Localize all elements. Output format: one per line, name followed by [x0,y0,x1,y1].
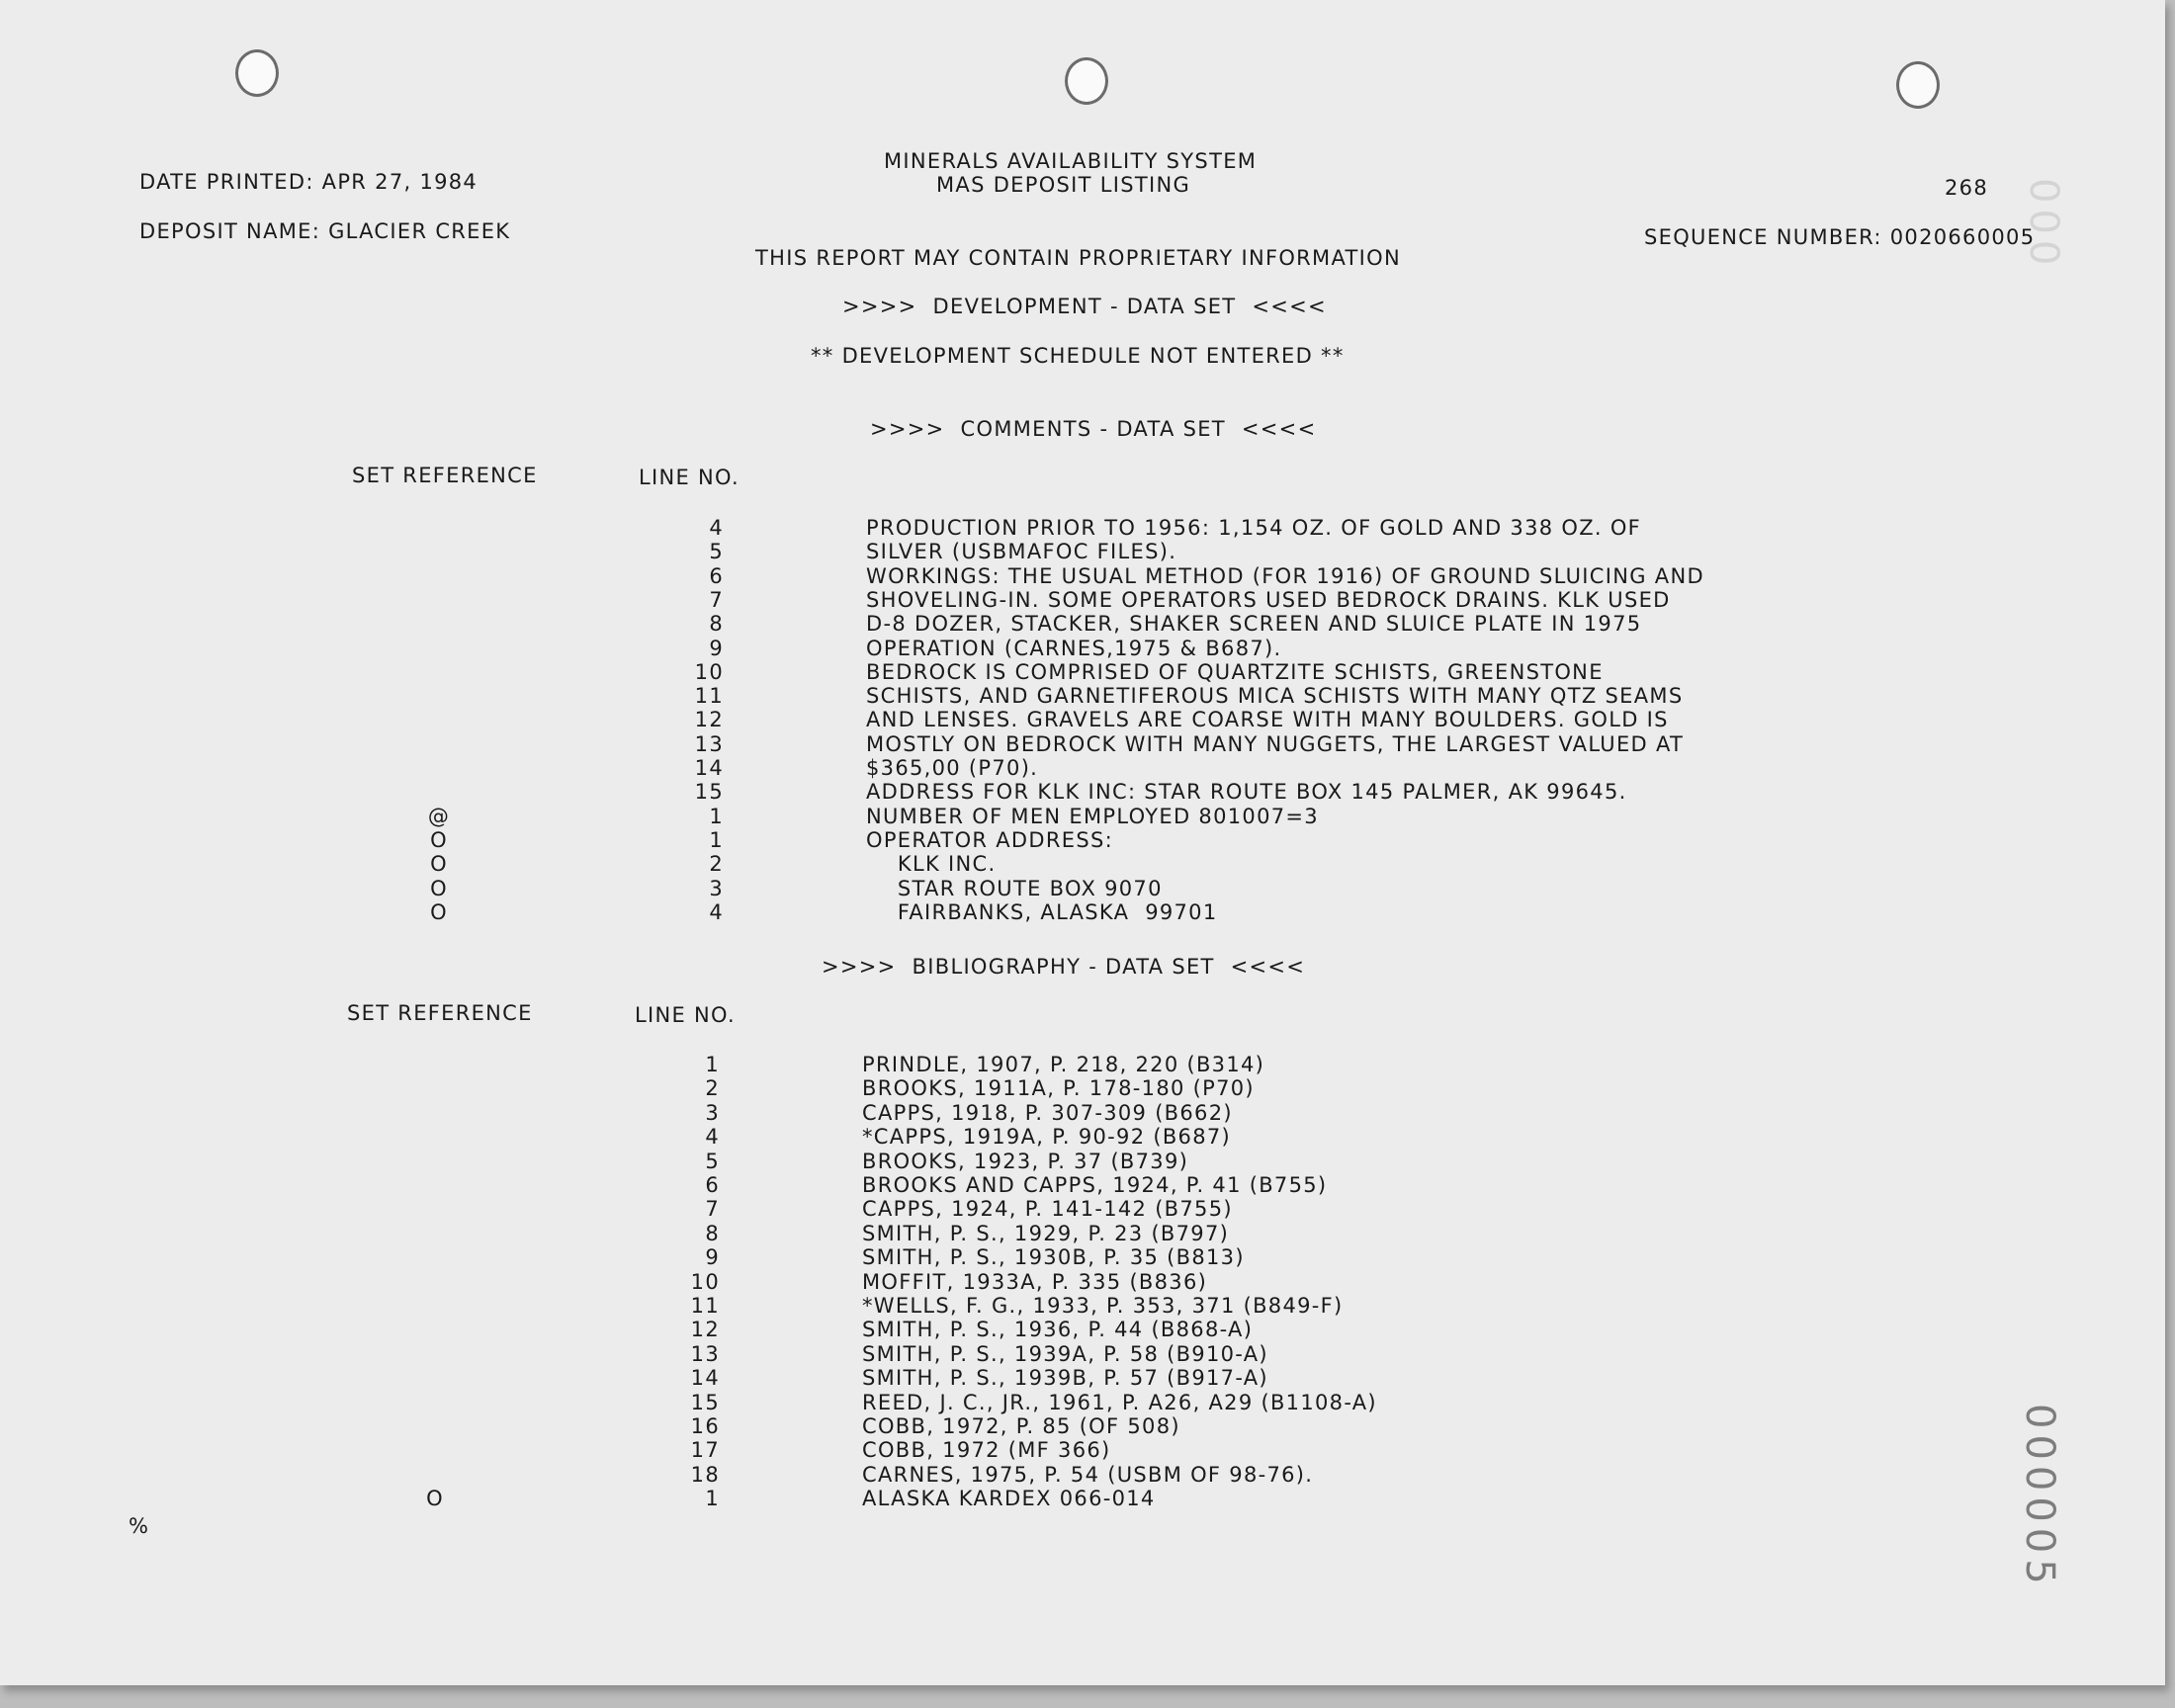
comment-set-reference: @ [427,804,451,828]
faint-bleed-through-stamp: 000 [2021,178,2066,272]
comment-text: SILVER (USBMAFOC FILES). [866,540,1177,564]
comment-line-no: 4 [709,516,724,540]
comment-text: D-8 DOZER, STACKER, SHAKER SCREEN AND SLUICE PLATE IN 1975 [866,612,1642,637]
bibliography-text: *CAPPS, 1919A, P. 90-92 (B687) [862,1125,1232,1150]
bibliography-line-no: 10 [690,1269,720,1294]
frame-stamp-text: 000005 [2017,1404,2062,1590]
bibliography-line-no: 9 [705,1245,720,1270]
bibliography-line-no: 14 [690,1366,720,1391]
bibliography-text: BROOKS, 1911A, P. 178-180 (P70) [862,1076,1255,1101]
bibliography-text: MOFFIT, 1933A, P. 335 (B836) [862,1269,1208,1294]
bibliography-text: PRINDLE, 1907, P. 218, 220 (B314) [862,1053,1265,1076]
bibliography-text: SMITH, P. S., 1929, P. 23 (B797) [862,1221,1230,1245]
comment-text: SHOVELING-IN. SOME OPERATORS USED BEDROCK DRAINS. KLK USED [866,587,1671,612]
comment-line-no: 6 [709,563,724,588]
bibliography-text: COBB, 1972 (MF 366) [862,1438,1111,1463]
comment-text: WORKINGS: THE USUAL METHOD (FOR 1916) OF GROUND SLUICING AND [866,563,1704,588]
comment-line-no: 2 [709,852,724,877]
sequence-number: SEQUENCE NUMBER: 0020660005 [1644,225,2036,249]
comments-col-line-no: LINE NO. [639,466,740,489]
bibliography-col-set-reference: SET REFERENCE [347,1001,533,1025]
bibliography-text: ALASKA KARDEX 066-014 [862,1487,1156,1511]
bibliography-line-no: 3 [705,1100,720,1125]
bibliography-line-no: 18 [690,1462,720,1487]
comments-heading: >>>> COMMENTS - DATA SET <<<< [870,417,1317,441]
bibliography-text: CAPPS, 1918, P. 307-309 (B662) [862,1100,1233,1125]
bibliography-text: *WELLS, F. G., 1933, P. 353, 371 (B849-F) [862,1294,1344,1318]
punch-hole-left [235,49,279,97]
bibliography-line-no: 1 [705,1487,720,1511]
development-heading: >>>> DEVELOPMENT - DATA SET <<<< [842,295,1327,318]
proprietary-notice: THIS REPORT MAY CONTAIN PROPRIETARY INFORMATION [755,246,1401,270]
comment-line-no: 14 [694,756,724,780]
bibliography-line-no: 11 [690,1294,720,1318]
bibliography-line-no: 2 [705,1076,720,1101]
frame-stamp [1864,1404,2062,1590]
bibliography-line-no: 17 [690,1438,720,1463]
punch-hole-right [1896,61,1940,109]
bibliography-line-no: 15 [690,1390,720,1414]
comment-line-no: 15 [694,780,724,805]
bibliography-line-no: 16 [690,1414,720,1438]
development-note: ** DEVELOPMENT SCHEDULE NOT ENTERED ** [811,344,1345,368]
bibliography-text: SMITH, P. S., 1930B, P. 35 (B813) [862,1245,1245,1270]
deposit-name: DEPOSIT NAME: GLACIER CREEK [139,219,511,243]
comment-line-no: 11 [694,684,724,709]
bibliography-text: COBB, 1972, P. 85 (OF 508) [862,1414,1180,1438]
comment-line-no: 4 [709,899,724,924]
bibliography-text: BROOKS, 1923, P. 37 (B739) [862,1149,1189,1173]
bibliography-line-no: 5 [705,1149,720,1173]
comment-text: SCHISTS, AND GARNETIFEROUS MICA SCHISTS WITH MANY QTZ SEAMS [866,684,1684,709]
comment-line-no: 9 [709,636,724,660]
bibliography-text: REED, J. C., JR., 1961, P. A26, A29 (B1108-A) [862,1390,1377,1414]
comment-text: ADDRESS FOR KLK INC: STAR ROUTE BOX 145 PALMER, AK 99645. [866,780,1627,805]
comment-text: PRODUCTION PRIOR TO 1956: 1,154 OZ. OF GOLD AND 338 OZ. OF [866,516,1642,540]
bibliography-set-reference: O [426,1487,444,1511]
bibliography-line-no: 13 [690,1341,720,1366]
bibliography-text: BROOKS AND CAPPS, 1924, P. 41 (B755) [862,1173,1328,1197]
bibliography-line-no: 8 [705,1221,720,1245]
comment-text: AND LENSES. GRAVELS ARE COARSE WITH MANY BOULDERS. GOLD IS [866,708,1669,732]
date-printed: DATE PRINTED: APR 27, 1984 [139,170,478,194]
bibliography-line-no: 4 [705,1125,720,1150]
comment-line-no: 13 [694,731,724,756]
bibliography-line-no: 1 [705,1053,720,1076]
comment-set-reference: O [430,852,448,877]
comment-set-reference: O [430,876,448,900]
comments-col-set-reference: SET REFERENCE [352,464,538,487]
comment-text: NUMBER OF MEN EMPLOYED 801007=3 [866,804,1319,828]
punch-hole-center [1065,57,1108,105]
percent-mark: % [129,1514,150,1538]
bibliography-line-no: 7 [705,1197,720,1222]
comment-line-no: 1 [709,804,724,828]
bibliography-text: SMITH, P. S., 1939A, P. 58 (B910-A) [862,1341,1268,1366]
bibliography-text: CAPPS, 1924, P. 141-142 (B755) [862,1197,1233,1222]
comment-text: OPERATOR ADDRESS: [866,827,1113,852]
bibliography-text: SMITH, P. S., 1936, P. 44 (B868-A) [862,1318,1254,1342]
comment-line-no: 1 [709,827,724,852]
comment-text: KLK INC. [866,852,997,877]
comment-line-no: 3 [709,876,724,900]
bibliography-text: CARNES, 1975, P. 54 (USBM OF 98-76). [862,1462,1314,1487]
bibliography-col-line-no: LINE NO. [635,1003,737,1027]
comment-text: FAIRBANKS, ALASKA 99701 [866,899,1218,924]
page-number: 268 [1945,176,1988,200]
comment-line-no: 5 [709,540,724,564]
comment-line-no: 10 [694,659,724,684]
comment-text: BEDROCK IS COMPRISED OF QUARTZITE SCHISTS, GREENSTONE [866,659,1604,684]
bibliography-line-no: 12 [690,1318,720,1342]
comment-line-no: 12 [694,708,724,732]
comment-text: MOSTLY ON BEDROCK WITH MANY NUGGETS, THE LARGEST VALUED AT [866,731,1685,756]
comment-text: OPERATION (CARNES,1975 & B687). [866,636,1282,660]
comment-text: STAR ROUTE BOX 9070 [866,876,1163,900]
bibliography-text: SMITH, P. S., 1939B, P. 57 (B917-A) [862,1366,1268,1391]
comment-line-no: 8 [709,612,724,637]
comment-set-reference: O [430,827,448,852]
listing-title: MAS DEPOSIT LISTING [936,173,1191,197]
system-title: MINERALS AVAILABILITY SYSTEM [884,149,1258,173]
comment-set-reference: O [430,899,448,924]
bibliography-line-no: 6 [705,1173,720,1197]
comment-line-no: 7 [709,587,724,612]
comment-text: $365,00 (P70). [866,756,1039,780]
bibliography-heading: >>>> BIBLIOGRAPHY - DATA SET <<<< [822,955,1306,979]
